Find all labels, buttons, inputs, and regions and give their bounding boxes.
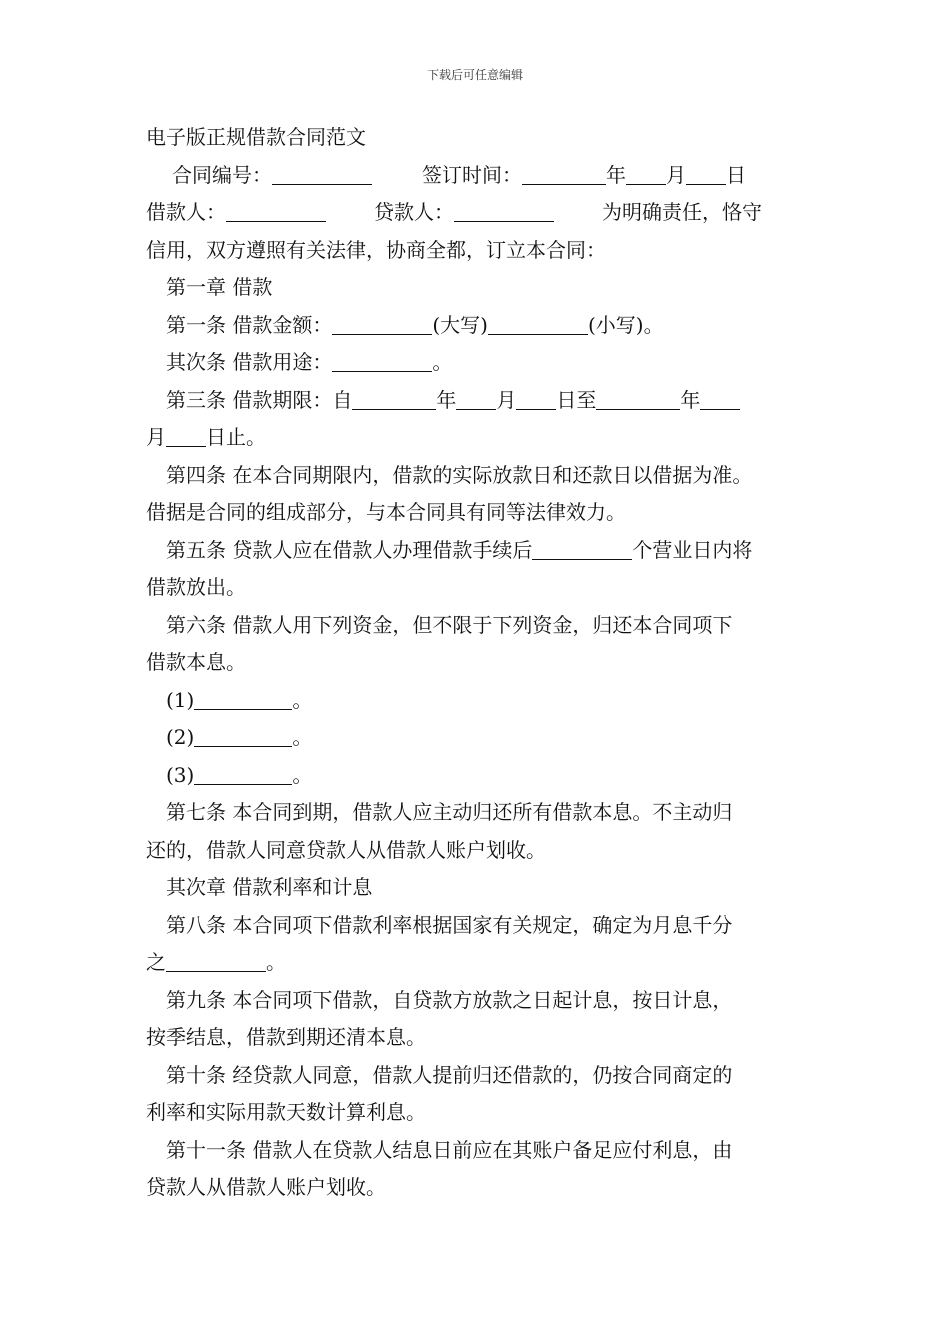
intro-text-a: 为明确责任，恪守 — [602, 200, 762, 224]
article-5-prefix: 第五条 贷款人应在借款人办理借款手续后 — [166, 537, 533, 562]
day-unit: 日 — [726, 162, 746, 187]
intro-text-b: 信用，双方遵照有关法律，协商全都，订立本合同： — [146, 237, 606, 262]
article-11-line-1: 第十一条 借款人在贷款人结息日前应在其账户备足应付利息，由 — [166, 1137, 733, 1162]
list-item — [146, 757, 826, 795]
page-header-note: 下载后可任意编辑 — [426, 68, 523, 82]
borrower-label: 借款人： — [146, 200, 226, 224]
sign-year-blank — [522, 162, 606, 185]
month-unit: 月 — [666, 162, 686, 187]
list-item-period: 。 — [292, 687, 313, 712]
article-2 — [146, 344, 826, 382]
list-item-blank — [194, 724, 292, 747]
article-5-suffix: 个营业日内将 — [632, 537, 753, 562]
article-8-line-2 — [146, 944, 826, 982]
end-year-blank — [596, 387, 680, 410]
business-days-blank — [532, 537, 632, 560]
chapter-2-heading: 其次章 借款利率和计息 — [166, 875, 373, 899]
sign-time-label: 签订时间： — [422, 162, 522, 187]
contract-body — [146, 119, 826, 1207]
list-item-period: 。 — [292, 762, 313, 787]
lender-label: 贷款人： — [374, 200, 454, 224]
sign-month-blank — [626, 162, 666, 185]
article-1-prefix: 第一条 借款金额： — [166, 312, 333, 337]
article-9-line-1: 第九条 本合同项下借款，自贷款方放款之日起计息，按日计息， — [166, 987, 733, 1012]
document-title: 电子版正规借款合同范文 — [146, 125, 366, 149]
list-item-number: (3) — [166, 762, 195, 787]
day-to-text: 日至 — [556, 387, 597, 412]
list-item — [146, 719, 826, 757]
article-10-line-2: 利率和实际用款天数计算利息。 — [146, 1100, 426, 1124]
contract-number-label: 合同编号： — [172, 162, 272, 187]
amount-lowercase-blank — [488, 312, 588, 335]
borrower-blank — [226, 199, 326, 222]
month-unit: 月 — [146, 425, 166, 449]
article-1-mid: (大写) — [432, 312, 488, 337]
contract-number-line — [146, 157, 826, 195]
article-3-prefix: 第三条 借款期限：自 — [166, 387, 353, 412]
article-1-suffix: (小写)。 — [587, 312, 664, 337]
article-2-period: 。 — [432, 350, 453, 374]
article-1 — [146, 307, 826, 345]
article-7-line-2: 还的，借款人同意贷款人从借款人账户划收。 — [146, 837, 546, 862]
contract-number-blank — [272, 162, 372, 185]
list-item-blank — [194, 762, 292, 785]
article-7-line-1: 第七条 本合同到期，借款人应主动归还所有借款本息。不主动归 — [166, 800, 733, 824]
month-unit: 月 — [496, 387, 517, 412]
article-8-prefix: 之 — [146, 950, 166, 974]
parties-line — [146, 194, 826, 232]
year-unit: 年 — [606, 162, 626, 187]
list-item-number: (2) — [166, 725, 195, 749]
sign-day-blank — [686, 162, 726, 185]
article-6-line-1: 第六条 借款人用下列资金，但不限于下列资金，归还本合同项下 — [166, 612, 733, 637]
purpose-blank — [332, 349, 432, 372]
year-unit: 年 — [680, 387, 701, 412]
article-6-line-2: 借款本息。 — [146, 650, 246, 674]
year-unit: 年 — [436, 387, 457, 412]
list-item-number: (1) — [166, 687, 195, 712]
lender-blank — [454, 199, 554, 222]
start-day-blank — [516, 387, 556, 410]
list-item-period: 。 — [292, 725, 313, 749]
start-year-blank — [352, 387, 436, 410]
article-3-line-1 — [146, 382, 826, 420]
start-month-blank — [456, 387, 496, 410]
end-day-blank — [166, 424, 206, 447]
end-month-blank-a — [700, 387, 740, 410]
article-9-line-2: 按季结息，借款到期还清本息。 — [146, 1025, 426, 1049]
interest-rate-blank — [166, 949, 266, 972]
day-end-text: 日止。 — [206, 425, 266, 449]
chapter-1-heading: 第一章 借款 — [166, 275, 273, 299]
article-5-line-2: 借款放出。 — [146, 575, 246, 599]
article-3-line-2 — [146, 419, 826, 457]
article-8-line-1: 第八条 本合同项下借款利率根据国家有关规定，确定为月息千分 — [166, 912, 733, 937]
article-8-period: 。 — [266, 950, 286, 974]
amount-uppercase-blank — [332, 312, 432, 335]
article-11-line-2: 贷款人从借款人账户划收。 — [146, 1175, 386, 1199]
article-4-line-2: 借据是合同的组成部分，与本合同具有同等法律效力。 — [146, 500, 626, 524]
list-item — [146, 682, 826, 720]
article-4-line-1: 第四条 在本合同期限内，借款的实际放款日和还款日以借据为准。 — [166, 462, 753, 487]
article-10-line-1: 第十条 经贷款人同意，借款人提前归还借款的，仍按合同商定的 — [166, 1062, 733, 1087]
list-item-blank — [194, 687, 292, 710]
article-5-line-1 — [146, 532, 826, 570]
article-2-prefix: 其次条 借款用途： — [166, 350, 333, 374]
